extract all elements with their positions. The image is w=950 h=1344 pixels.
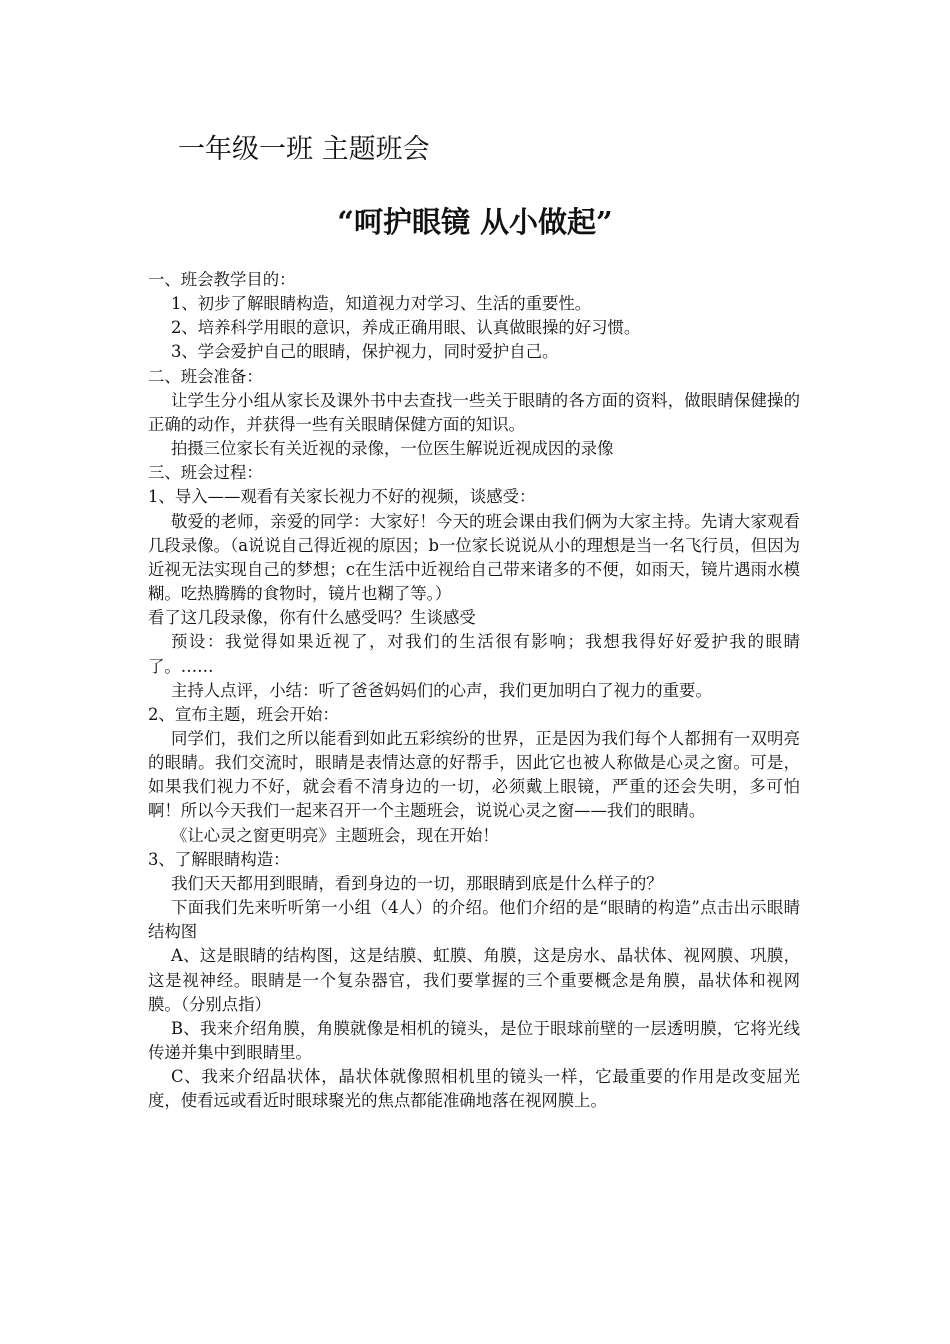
document-title: “呵护眼镜 从小做起” [337,205,613,239]
paragraph: 我们天天都用到眼睛，看到身边的一切，那眼睛到底是什么样子的？ [170,873,663,893]
subsection-heading: 1、导入——观看有关家长视力不好的视频，谈感受： [148,487,536,507]
paragraph: 2、培养科学用眼的意识，养成正确用眼、认真做眼操的好习惯。 [170,318,641,338]
paragraph: 拍摄三位家长有关近视的录像，一位医生解说近视成因的录像 [170,439,614,459]
paragraph: 敬爱的老师，亲爱的同学：大家好！今天的班会课由我们俩为大家主持。先请大家观看几段录像。（a说说自己得近视的原因；b一位家长说说从小的理想是当一名飞行员，但因为近视无法实现自己的梦想；c在生活中近视给自己带来诸多的不便，如雨天，镜片遇雨水模糊。吃热腾腾的食物时，镜片也糊了等。） [148,511,800,604]
paragraph: 让学生分小组从家长及课外书中去查找一些关于眼睛的各方面的资料，做眼睛保健操的正确的动作，并获得一些有关眼睛保健方面的知识。 [148,390,800,434]
paragraph: C、我来介绍晶状体，晶状体就像照相机里的镜头一样，它最重要的作用是改变屈光度，使看远或看近时眼球聚光的焦点都能准确地落在视网膜上。 [148,1067,800,1111]
paragraph: 主持人点评，小结：听了爸爸妈妈们的心声，我们更加明白了视力的重要。 [170,680,712,700]
section-heading: 三、班会过程： [148,463,263,483]
subsection-heading: 3、了解眼睛构造： [148,849,290,869]
paragraph: 预设：我觉得如果近视了，对我们的生活很有影响；我想我得好好爱护我的眼睛了。…… [148,632,800,676]
section-heading: 二、班会准备： [148,366,263,386]
paragraph: A、这是眼睛的结构图，这是结膜、虹膜、角膜，这是房水、晶状体、视网膜、巩膜，这是视神经。眼睛是一个复杂器官，我们要掌握的三个重要概念是角膜，晶状体和视网膜。（分别点指） [148,946,800,1014]
class-heading: 一年级一班 主题班会 [178,134,430,165]
paragraph: 同学们，我们之所以能看到如此五彩缤纷的世界，正是因为我们每个人都拥有一双明亮的眼睛。我们交流时，眼睛是表情达意的好帮手，因此它也被人称做是心灵之窗。可是，如果我们视力不好，就会看不清身边的一切，必须戴上眼镜，严重的还会失明，多可怕啊！所以今天我们一起来召开一个主题班会，说说心灵之窗——我们的眼睛。 [148,728,800,821]
paragraph: 看了这几段录像，你有什么感受吗？生谈感受 [148,608,476,628]
paragraph: 《让心灵之窗更明亮》主题班会，现在开始！ [170,825,499,845]
subsection-heading: 2、宣布主题，班会开始： [148,704,339,724]
paragraph: 1、初步了解眼睛构造，知道视力对学习、生活的重要性。 [170,294,592,314]
paragraph: 下面我们先来听听第一小组（4人）的介绍。他们介绍的是“眼睛的构造”点击出示眼睛结构图 [148,898,800,942]
paragraph: B、我来介绍角膜，角膜就像是相机的镜头，是位于眼球前壁的一层透明膜，它将光线传递并集中到眼睛里。 [148,1018,800,1062]
paragraph: 3、学会爱护自己的眼睛，保护视力，同时爱护自己。 [170,342,559,362]
document-body [148,268,800,1113]
section-heading: 一、班会教学目的： [148,270,296,289]
